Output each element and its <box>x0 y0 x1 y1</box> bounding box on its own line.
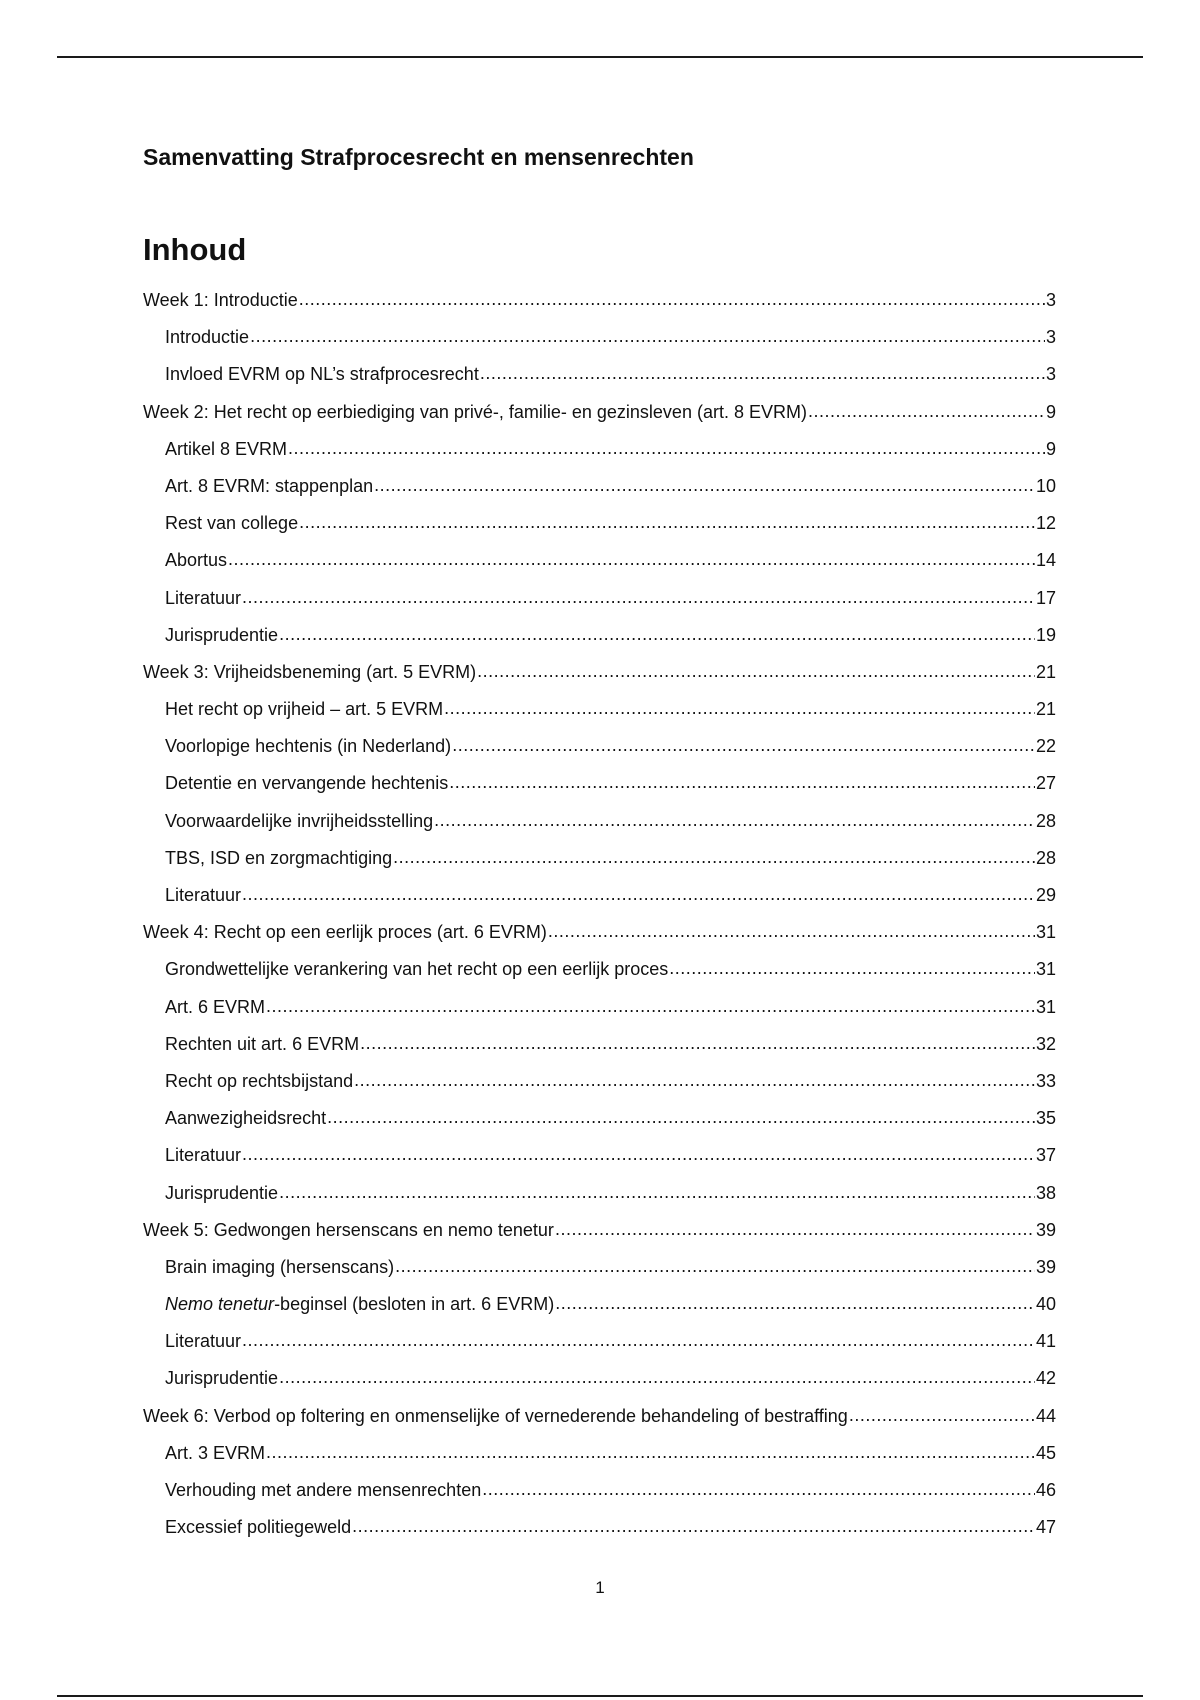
toc-entry-section[interactable] <box>143 1323 1056 1360</box>
toc-entry-section[interactable] <box>143 765 1056 802</box>
toc-entry-label: Jurisprudentie <box>165 1368 279 1389</box>
toc-entry-text <box>165 617 278 654</box>
toc-entry-section[interactable] <box>143 728 1056 765</box>
toc-entry-text <box>143 654 476 691</box>
toc-entry-page: 46 <box>1035 1480 1056 1500</box>
toc-entry-label: Invloed EVRM op NL’s strafprocesrecht <box>165 364 479 385</box>
toc-entry-text <box>165 431 287 468</box>
toc-leader-dots <box>228 541 1035 578</box>
toc-entry-text <box>165 951 668 988</box>
toc-entry-label: Rest van college <box>165 513 299 534</box>
toc-entry-page: 14 <box>1035 550 1056 571</box>
toc-entry-section[interactable] <box>143 951 1056 988</box>
toc-leader-dots <box>288 430 1045 467</box>
toc-leader-dots <box>242 1322 1035 1359</box>
toc-entry-page: 28 <box>1035 810 1056 831</box>
toc-entry-page: 38 <box>1035 1182 1056 1203</box>
toc-leader-dots <box>242 876 1035 913</box>
toc-entry-page: 10 <box>1035 475 1056 496</box>
toc-entry-page: 44 <box>1035 1405 1056 1426</box>
toc-entry-section[interactable] <box>143 803 1056 840</box>
toc-entry-page: 28 <box>1035 847 1056 868</box>
document-title: Samenvatting Strafprocesrecht en mensenrechten <box>143 144 694 170</box>
toc-entry-text <box>165 840 392 877</box>
toc-entry-text <box>165 1323 241 1360</box>
toc-leader-dots <box>299 281 1045 318</box>
toc-entry-text <box>143 1212 554 1249</box>
toc-entry-page: 3 <box>1045 327 1056 348</box>
toc-entry-page: 35 <box>1035 1108 1056 1129</box>
toc-entry-section[interactable] <box>143 542 1056 579</box>
toc-entry-label: Week 1: Introductie <box>143 290 298 310</box>
toc-entry-label: Rechten uit art. 6 EVRM <box>165 1033 360 1054</box>
toc-entry-page: 42 <box>1035 1368 1056 1389</box>
toc-entry-page: 3 <box>1045 364 1056 385</box>
toc-entry-section[interactable] <box>143 1175 1056 1212</box>
toc-entry-text <box>165 1026 359 1063</box>
toc-leader-dots <box>482 1471 1035 1508</box>
toc-entry-text <box>165 319 249 356</box>
page-number: 1 <box>595 1578 605 1597</box>
toc-entry-page: 31 <box>1035 959 1056 980</box>
toc-entry-label: Literatuur <box>165 1145 242 1166</box>
toc-entry-text <box>165 691 443 728</box>
toc-entry-label: Week 4: Recht op een eerlijk proces (art. 6 EVRM) <box>143 922 547 943</box>
toc-entry-chapter[interactable] <box>143 1212 1056 1249</box>
toc-entry-page: 29 <box>1035 885 1056 905</box>
toc-entry-page: 39 <box>1035 1219 1056 1240</box>
toc-leader-dots <box>480 355 1045 392</box>
toc-entry-section[interactable] <box>143 617 1056 654</box>
toc-entry-text <box>165 877 241 914</box>
toc-entry-text <box>143 282 298 319</box>
toc-entry-section[interactable] <box>143 877 1056 914</box>
toc-entry-page: 12 <box>1035 513 1056 534</box>
toc-leader-dots <box>395 1248 1035 1285</box>
toc-entry-text <box>165 1137 241 1174</box>
toc-entry-label: -beginsel (besloten in art. 6 EVRM) <box>274 1294 555 1315</box>
toc-entry-page: 22 <box>1035 736 1056 757</box>
toc-entry-text <box>165 1175 278 1212</box>
toc-leader-dots <box>242 1136 1035 1173</box>
toc-entry-text <box>165 1435 265 1472</box>
toc-entry-chapter[interactable] <box>143 282 1056 319</box>
toc-entry-section[interactable] <box>143 1100 1056 1137</box>
toc-leader-dots <box>266 1434 1035 1471</box>
toc-entry-page: 45 <box>1035 1442 1056 1463</box>
toc-entry-chapter[interactable] <box>143 1398 1056 1435</box>
toc-leader-dots <box>360 1025 1035 1062</box>
toc-entry-label: Week 5: Gedwongen hersenscans en nemo tenetur <box>143 1219 554 1240</box>
toc-entry-section[interactable] <box>143 468 1056 505</box>
toc-entry-section[interactable] <box>143 431 1056 468</box>
toc-entry-text <box>165 1472 481 1509</box>
toc-entry-text <box>143 394 807 431</box>
toc-entry-text <box>165 1360 278 1397</box>
toc-entry-text <box>165 1249 394 1286</box>
toc-entry-chapter[interactable] <box>143 914 1056 951</box>
toc-entry-text <box>165 728 451 765</box>
toc-entry-section[interactable] <box>143 989 1056 1026</box>
toc-entry-page: 17 <box>1035 587 1056 608</box>
toc-entry-label: Verhouding met andere mensenrechten <box>165 1480 482 1500</box>
header-rule <box>57 56 1143 58</box>
toc-entry-page: 31 <box>1035 996 1056 1017</box>
toc-entry-text <box>143 1398 848 1435</box>
toc-entry-section[interactable] <box>143 1472 1056 1509</box>
toc-entry-label: Jurisprudentie <box>165 624 279 645</box>
toc-entry-text <box>165 765 448 802</box>
toc-entry-section[interactable] <box>143 1360 1056 1397</box>
toc-entry-label: Art. 6 EVRM <box>165 996 266 1017</box>
toc-entry-label: Week 3: Vrijheidsbeneming (art. 5 EVRM) <box>143 661 477 682</box>
toc-leader-dots <box>555 1211 1035 1248</box>
toc-entry-page: 32 <box>1035 1033 1056 1054</box>
toc-entry-text <box>165 356 479 393</box>
toc-entry-label: Brain imaging (hersenscans) <box>165 1256 395 1277</box>
toc-entry-label: Grondwettelijke verankering van het recht op een eerlijk proces <box>165 959 669 980</box>
toc-entry-text <box>165 1509 351 1546</box>
toc-entry-label: Week 6: Verbod op foltering en onmenselijke of vernederende behandeling of bestraffing <box>143 1405 848 1426</box>
toc-entry-page: 21 <box>1035 661 1056 682</box>
toc-leader-dots <box>444 690 1035 727</box>
toc-entry-page: 9 <box>1045 401 1056 422</box>
toc-entry-page: 21 <box>1035 699 1056 720</box>
footer-rule <box>57 1695 1143 1697</box>
toc-entry-text <box>165 468 373 505</box>
table-of-contents <box>143 282 1056 1546</box>
toc-entry-text <box>165 1100 326 1137</box>
toc-entry-chapter[interactable] <box>143 394 1056 431</box>
toc-leader-dots <box>555 1285 1035 1322</box>
toc-entry-text <box>165 989 265 1026</box>
toc-leader-dots <box>279 1359 1035 1396</box>
toc-leader-dots <box>374 467 1035 504</box>
toc-entry-page: 19 <box>1035 624 1056 645</box>
toc-entry-section[interactable] <box>143 1063 1056 1100</box>
toc-entry-label: Literatuur <box>165 587 242 608</box>
toc-leader-dots <box>449 764 1035 801</box>
toc-leader-dots <box>393 839 1035 876</box>
toc-leader-dots <box>352 1508 1035 1545</box>
toc-entry-label: Recht op rechtsbijstand <box>165 1070 354 1091</box>
toc-leader-dots <box>250 318 1045 355</box>
toc-entry-text <box>165 803 433 840</box>
toc-leader-dots <box>299 504 1035 541</box>
toc-entry-label: Voorwaardelijke invrijheidsstelling <box>165 810 434 831</box>
toc-entry-label: Introductie <box>165 327 250 348</box>
toc-entry-page: 39 <box>1035 1256 1056 1277</box>
toc-leader-dots <box>477 653 1035 690</box>
toc-entry-section[interactable] <box>143 580 1056 617</box>
toc-entry-label: Detentie en vervangende hechtenis <box>165 773 449 794</box>
toc-entry-page: 33 <box>1035 1070 1056 1091</box>
toc-entry-label: Week 2: Het recht op eerbiediging van privé-, familie- en gezinsleven (art. 8 EVRM) <box>143 401 807 422</box>
toc-entry-chapter[interactable] <box>143 654 1056 691</box>
toc-entry-text <box>143 914 547 951</box>
toc-entry-label: Literatuur <box>165 1331 242 1352</box>
toc-leader-dots <box>266 988 1035 1025</box>
toc-entry-page: 37 <box>1035 1145 1056 1166</box>
toc-entry-text <box>165 1286 554 1323</box>
toc-entry-section[interactable] <box>143 505 1056 542</box>
toc-entry-text <box>165 580 241 617</box>
toc-entry-label: Art. 3 EVRM <box>165 1442 266 1463</box>
toc-entry-section[interactable] <box>143 319 1056 356</box>
toc-leader-dots <box>279 616 1035 653</box>
toc-leader-dots <box>327 1099 1035 1136</box>
toc-entry-italic-prefix: Nemo tenetur <box>165 1294 275 1315</box>
toc-entry-page: 31 <box>1035 922 1056 943</box>
toc-entry-label: Art. 8 EVRM: stappenplan <box>165 475 374 496</box>
toc-entry-page: 9 <box>1045 438 1056 459</box>
toc-entry-page: 40 <box>1035 1294 1056 1315</box>
toc-entry-page: 47 <box>1035 1517 1056 1538</box>
toc-entry-section[interactable] <box>143 1249 1056 1286</box>
toc-entry-text <box>165 505 298 542</box>
toc-entry-label: TBS, ISD en zorgmachtiging <box>165 847 393 868</box>
toc-heading: Inhoud <box>143 232 247 267</box>
toc-entry-section[interactable] <box>143 1435 1056 1472</box>
toc-entry-section[interactable] <box>143 1286 1056 1323</box>
toc-entry-label: Abortus <box>165 550 228 571</box>
toc-entry-label: Het recht op vrijheid – art. 5 EVRM <box>165 699 444 720</box>
toc-leader-dots <box>279 1174 1035 1211</box>
toc-entry-label: Excessief politiegeweld <box>165 1517 352 1538</box>
toc-entry-section[interactable] <box>143 1026 1056 1063</box>
toc-entry-section[interactable] <box>143 356 1056 393</box>
toc-leader-dots <box>242 579 1035 616</box>
toc-entry-text <box>165 1063 353 1100</box>
toc-entry-label: Aanwezigheidsrecht <box>165 1108 327 1129</box>
toc-entry-label: Jurisprudentie <box>165 1182 279 1203</box>
toc-entry-page: 27 <box>1035 773 1056 794</box>
toc-entry-section[interactable] <box>143 1137 1056 1174</box>
toc-entry-label: Literatuur <box>165 885 242 905</box>
toc-entry-text <box>165 542 227 579</box>
toc-entry-section[interactable] <box>143 840 1056 877</box>
toc-entry-label: Voorlopige hechtenis (in Nederland) <box>165 736 452 757</box>
toc-leader-dots <box>452 727 1035 764</box>
toc-leader-dots <box>548 913 1035 950</box>
toc-leader-dots <box>849 1397 1035 1434</box>
toc-entry-label: Artikel 8 EVRM <box>165 438 288 459</box>
toc-leader-dots <box>434 802 1035 839</box>
toc-entry-section[interactable] <box>143 1509 1056 1546</box>
toc-leader-dots <box>808 393 1045 430</box>
toc-leader-dots <box>669 950 1035 987</box>
toc-entry-page: 41 <box>1035 1331 1056 1352</box>
toc-leader-dots <box>354 1062 1035 1099</box>
toc-entry-page: 3 <box>1045 290 1056 310</box>
toc-entry-section[interactable] <box>143 691 1056 728</box>
